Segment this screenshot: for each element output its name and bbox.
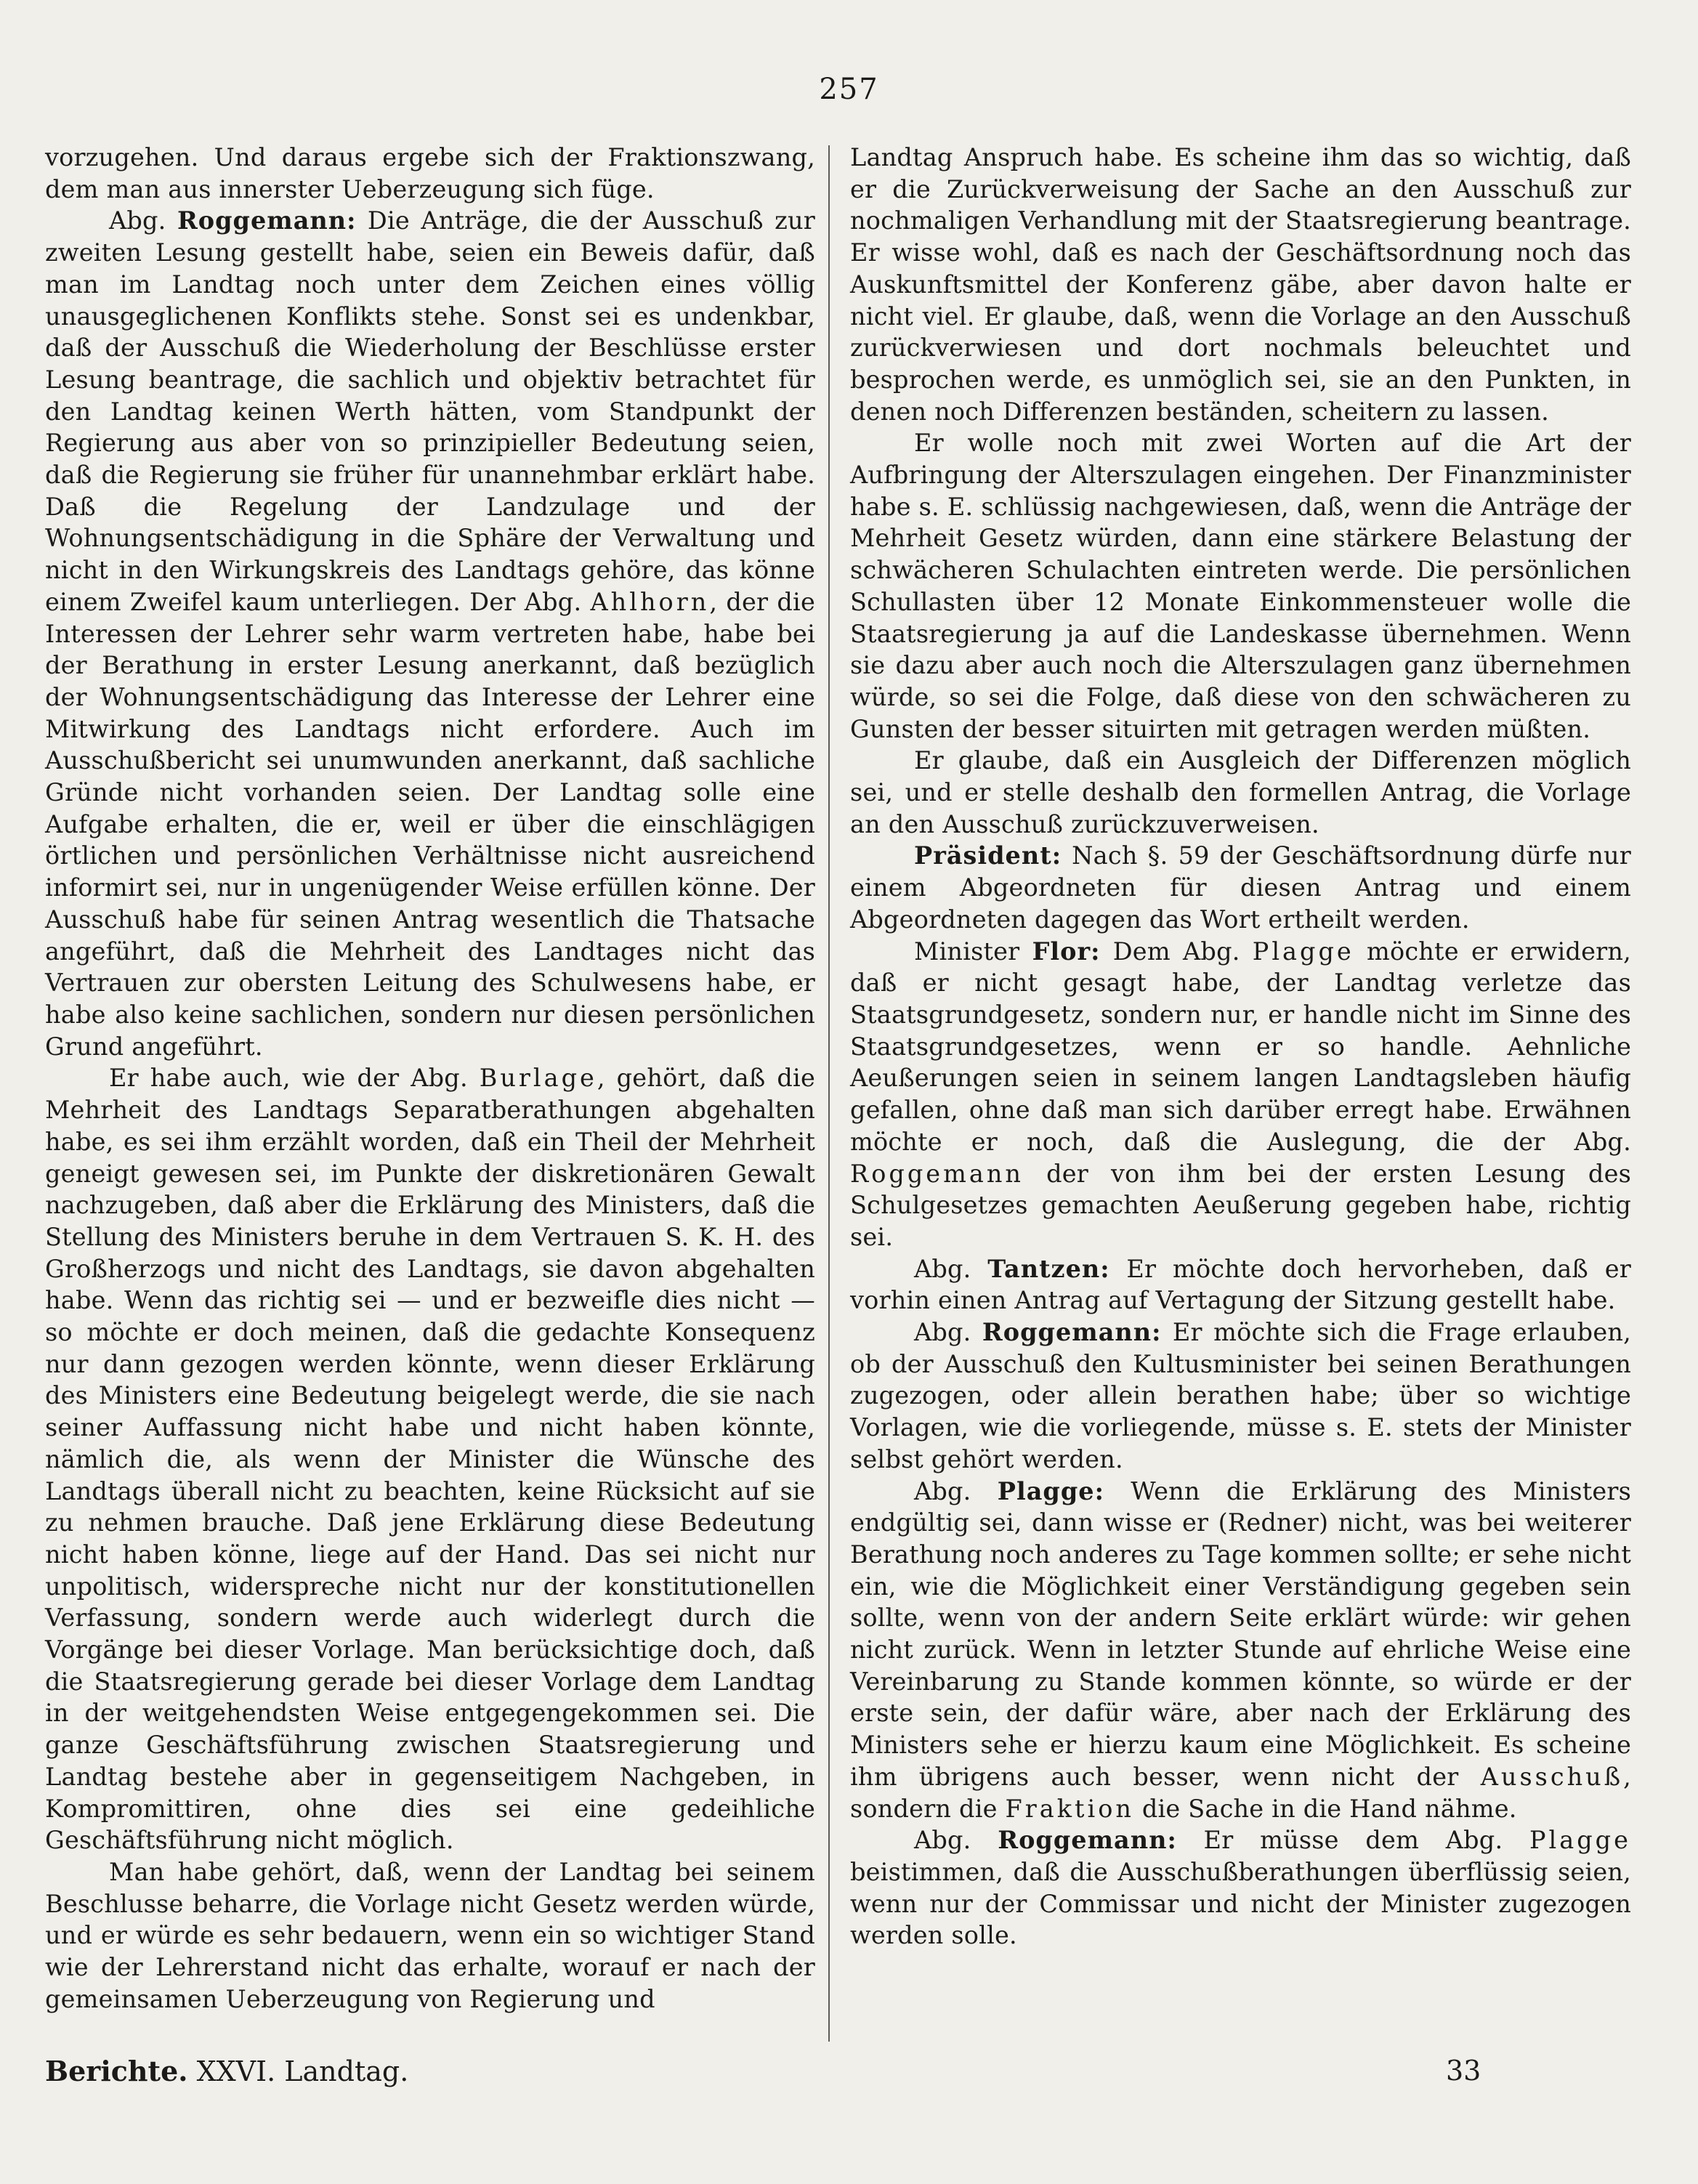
- title-abbrev: Abg.: [914, 1476, 971, 1505]
- spaced-name: Ahlhorn: [590, 587, 710, 616]
- paragraph-text: Er möchte sich die Frage erlauben, ob der Ausschuß den Kultusminister bei seinen Berathungen zugezogen, oder allein berathen habe; über so wichtige Vorlagen, wie die vorliegende, müsse s. E. stets der Minister selbst gehört werden.: [850, 1318, 1631, 1473]
- paragraph-text: Er müsse dem Abg.: [1203, 1826, 1503, 1855]
- paragraph-text: Die Anträge, die der Ausschuß zur zweiten Lesung gestellt habe, seien ein Beweis dafür, daß man im Landtag noch unter dem Zeichen eines völlig unausgeglichenen Konflikts stehe. Sonst sei es undenkbar, daß der Ausschuß die Wiederholung der Beschlüsse erster Lesung beantrage, die sachlich und objektiv betrachtet für den Landtag keinen Werth hätten, vom Standpunkt der Regierung aus aber von so prinzipieller Bedeutung seien, daß die Regierung sie früher für unannehmbar erklärt habe. Daß die Regelung der Landzulage und der Wohnungsentschädigung in die Sphäre der Verwaltung und nicht in den Wirkungskreis des Landtags gehöre, das könne einem Zweifel kaum unterliegen. Der Abg.: [45, 206, 815, 616]
- title-abbrev: Abg.: [914, 1254, 971, 1283]
- speaker-name: Roggemann:: [998, 1826, 1177, 1855]
- speaker-name: Präsident:: [914, 841, 1062, 870]
- paragraph: Er glaube, daß ein Ausgleich der Differenzen möglich sei, und er stelle deshalb den formellen Antrag, die Vorlage an den Ausschuß zurückzuverweisen.: [850, 746, 1631, 838]
- spaced-name: Burlage: [479, 1064, 597, 1093]
- column-divider: [828, 145, 830, 2042]
- speaker-name: Tantzen:: [987, 1254, 1110, 1283]
- title-abbrev: Minister: [914, 937, 1020, 966]
- paragraph-text: Wenn die Erklärung des Ministers endgültig sei, dann wisse er (Redner) nicht, was bei weiterer Berathung noch anderes zu Tage kommen sollte; er sehe nicht ein, wie die Möglichkeit einer Verständigung gegeben sein sollte, wenn von der andern Seite erklärt würde: wir gehen nicht zurück. Wenn in letzter Stunde auf ehrliche Weise eine Vereinbarung zu Stande kommen könnte, so würde er der erste sein, der dafür wäre, aber nach der Erklärung des Ministers sehe er hierzu kaum eine Möglichkeit. Es scheine ihm übrigens auch besser, wenn nicht der: [850, 1476, 1632, 1791]
- speaker-name: Plagge:: [997, 1476, 1104, 1505]
- paragraph-text: Er habe auch, wie der Abg.: [109, 1064, 468, 1093]
- paragraph: [850, 1476, 1631, 1825]
- footer-title: [45, 2055, 408, 2087]
- paragraph: [850, 1317, 1631, 1476]
- spaced-name: Roggemann: [850, 1159, 1024, 1188]
- page-number: 257: [819, 73, 879, 106]
- spaced-name: Plagge: [1529, 1826, 1631, 1855]
- speaker-name: Flor:: [1032, 937, 1101, 966]
- paragraph-text: beistimmen, daß die Ausschußberathungen überflüssig seien, wenn nur der Commissar und nicht der Minister zugezogen werden solle.: [850, 1857, 1631, 1950]
- footer-title-rest: XXVI. Landtag.: [196, 2055, 409, 2087]
- paragraph: [45, 205, 815, 1062]
- paragraph: [45, 1062, 815, 1856]
- right-column: [850, 142, 1631, 1952]
- spaced-name: Plagge: [1252, 937, 1354, 966]
- paragraph-text: die Sache in die Hand nähme.: [1141, 1794, 1517, 1823]
- paragraph-text: , sondern die: [850, 1762, 1631, 1823]
- paragraph: Er wolle noch mit zwei Worten auf die Art der Aufbringung der Alterszulagen eingehen. Der Finanzminister habe s. E. schlüssig nachgewiesen, daß, wenn die Anträge der Mehrheit Gesetz würden, dann eine stärkere Belastung der schwächeren Schulachten eintreten werde. Die persönlichen Schullasten über 12 Monate Einkommensteuer wolle die Staatsregierung ja auf die Landeskasse übernehmen. Wenn sie dazu aber auch noch die Alterszulagen ganz übernehmen würde, so sei die Folge, daß diese von den schwächeren zu Gunsten der besser situirten mit getragen werden müßten.: [850, 429, 1631, 743]
- paragraph: [850, 840, 1631, 935]
- speaker-name: Roggemann:: [982, 1318, 1162, 1347]
- title-abbrev: Abg.: [914, 1318, 971, 1347]
- paragraph: vorzugehen. Und daraus ergebe sich der Fraktionszwang, dem man aus innerster Ueberzeugung sich füge.: [45, 143, 815, 203]
- paragraph-text: der von ihm bei der ersten Lesung des Schulgesetzes gemachten Aeußerung gegeben habe, richtig sei.: [850, 1159, 1631, 1251]
- left-column: [45, 142, 815, 2015]
- footer-title-bold: Berichte.: [45, 2055, 188, 2087]
- paragraph-text: Nach §. 59 der Geschäftsordnung dürfe nur einem Abgeordneten für diesen Antrag und einem Abgeordneten dagegen das Wort ertheilt werden.: [850, 841, 1631, 934]
- paragraph: Landtag Anspruch habe. Es scheine ihm das so wichtig, daß er die Zurückverweisung der Sache an den Ausschuß zur nochmaligen Verhandlung mit der Staatsregierung beantrage. Er wisse wohl, daß es nach der Geschäftsordnung noch das Auskunftsmittel der Konferenz gäbe, aber davon halte er nicht viel. Er glaube, daß, wenn die Vorlage an den Ausschuß zurückverwiesen und dort nochmals beleuchtet und besprochen werde, es unmöglich sei, sie an den Punkten, in denen noch Differenzen beständen, scheitern zu lassen.: [850, 143, 1631, 426]
- paragraph-text: , gehört, daß die Mehrheit des Landtags Separatberathungen abgehalten habe, es sei ihm erzählt worden, daß ein Theil der Mehrheit geneigt gewesen sei, im Punkte der diskretionären Gewalt nachzugeben, daß aber die Erklärung des Ministers, daß die Stellung des Ministers beruhe in dem Vertrauen S. K. H. des Großherzogs und nicht des Landtags, sie davon abgehalten habe. Wenn das richtig sei — und er bezweifle dies nicht — so möchte er doch meinen, daß die gedachte Konsequenz nur dann gezogen werden könnte, wenn dieser Erklärung des Ministers eine Bedeutung beigelegt werde, die sie nach seiner Auffassung nicht habe und nicht haben könnte, nämlich die, als wenn der Minister die Wünsche des Landtags überall nicht zu beachten, keine Rücksicht auf sie zu nehmen brauche. Daß jene Erklärung diese Bedeutung nicht haben könne, liege auf der Hand. Das sei nicht nur unpolitisch, widerspreche nicht nur der konstitutionellen Verfassung, sondern werde auch widerlegt durch die Vorgänge bei dieser Vorlage. Man berücksichtige doch, daß die Staatsregierung gerade bei dieser Vorlage dem Landtag in der weitgehendsten Weise entgegengekommen sei. Die ganze Geschäftsführung zwischen Staatsregierung und Landtag bestehe aber in gegenseitigem Nachgeben, in Kompromittiren, ohne dies sei eine gedeihliche Geschäftsführung nicht möglich.: [45, 1064, 815, 1855]
- paragraph: [850, 1253, 1631, 1317]
- paragraph: [850, 936, 1631, 1253]
- spaced-name: Fraktion: [1005, 1794, 1134, 1823]
- paragraph: Man habe gehört, daß, wenn der Landtag bei seinem Beschlusse beharre, die Vorlage nicht Gesetz werden würde, und er würde es sehr bedauern, wenn ein so wichtiger Stand wie der Lehrerstand nicht das erhalte, worauf er nach der gemeinsamen Ueberzeugung von Regierung und: [45, 1857, 815, 2013]
- title-abbrev: Abg.: [914, 1826, 971, 1855]
- title-abbrev: Abg.: [109, 206, 166, 235]
- speaker-name: Roggemann:: [177, 206, 357, 235]
- paragraph-text: Dem Abg.: [1112, 937, 1240, 966]
- paragraph-text: Er möchte doch hervorheben, daß er vorhin einen Antrag auf Vertagung der Sitzung gestellt habe.: [850, 1254, 1631, 1315]
- spaced-name: Ausschuß: [1480, 1762, 1624, 1791]
- paragraph-text: , der die Interessen der Lehrer sehr warm vertreten habe, habe bei der Berathung in erster Lesung anerkannt, daß bezüglich der Wohnungsentschädigung das Interesse der Lehrer eine Mitwirkung des Landtags nicht erfordere. Auch im Ausschußbericht sei unumwunden anerkannt, daß sachliche Gründe nicht vorhanden seien. Der Landtag solle eine Aufgabe erhalten, die er, weil er über die einschlägigen örtlichen und persönlichen Verhältnisse nicht ausreichend informirt sei, nur in ungenügender Weise erfüllen könne. Der Ausschuß habe für seinen Antrag wesentlich die Thatsache angeführt, daß die Mehrheit des Landtages nicht das Vertrauen zur obersten Leitung des Schulwesens habe, er habe also keine sachlichen, sondern nur diesen persönlichen Grund angeführt.: [45, 587, 815, 1061]
- paragraph-text: möchte er erwidern, daß er nicht gesagt habe, der Landtag verletze das Staatsgrundgesetz, sondern nur, er handle nicht im Sinne des Staatsgrundgesetzes, wenn er so handle. Aehnliche Aeußerungen seien in seinem langen Landtagsleben häufig gefallen, ohne daß man sich darüber erregt habe. Erwähnen möchte er noch, daß die Auslegung, die der Abg.: [850, 937, 1631, 1156]
- paragraph: [850, 1824, 1631, 1952]
- sheet-number: 33: [1446, 2055, 1481, 2087]
